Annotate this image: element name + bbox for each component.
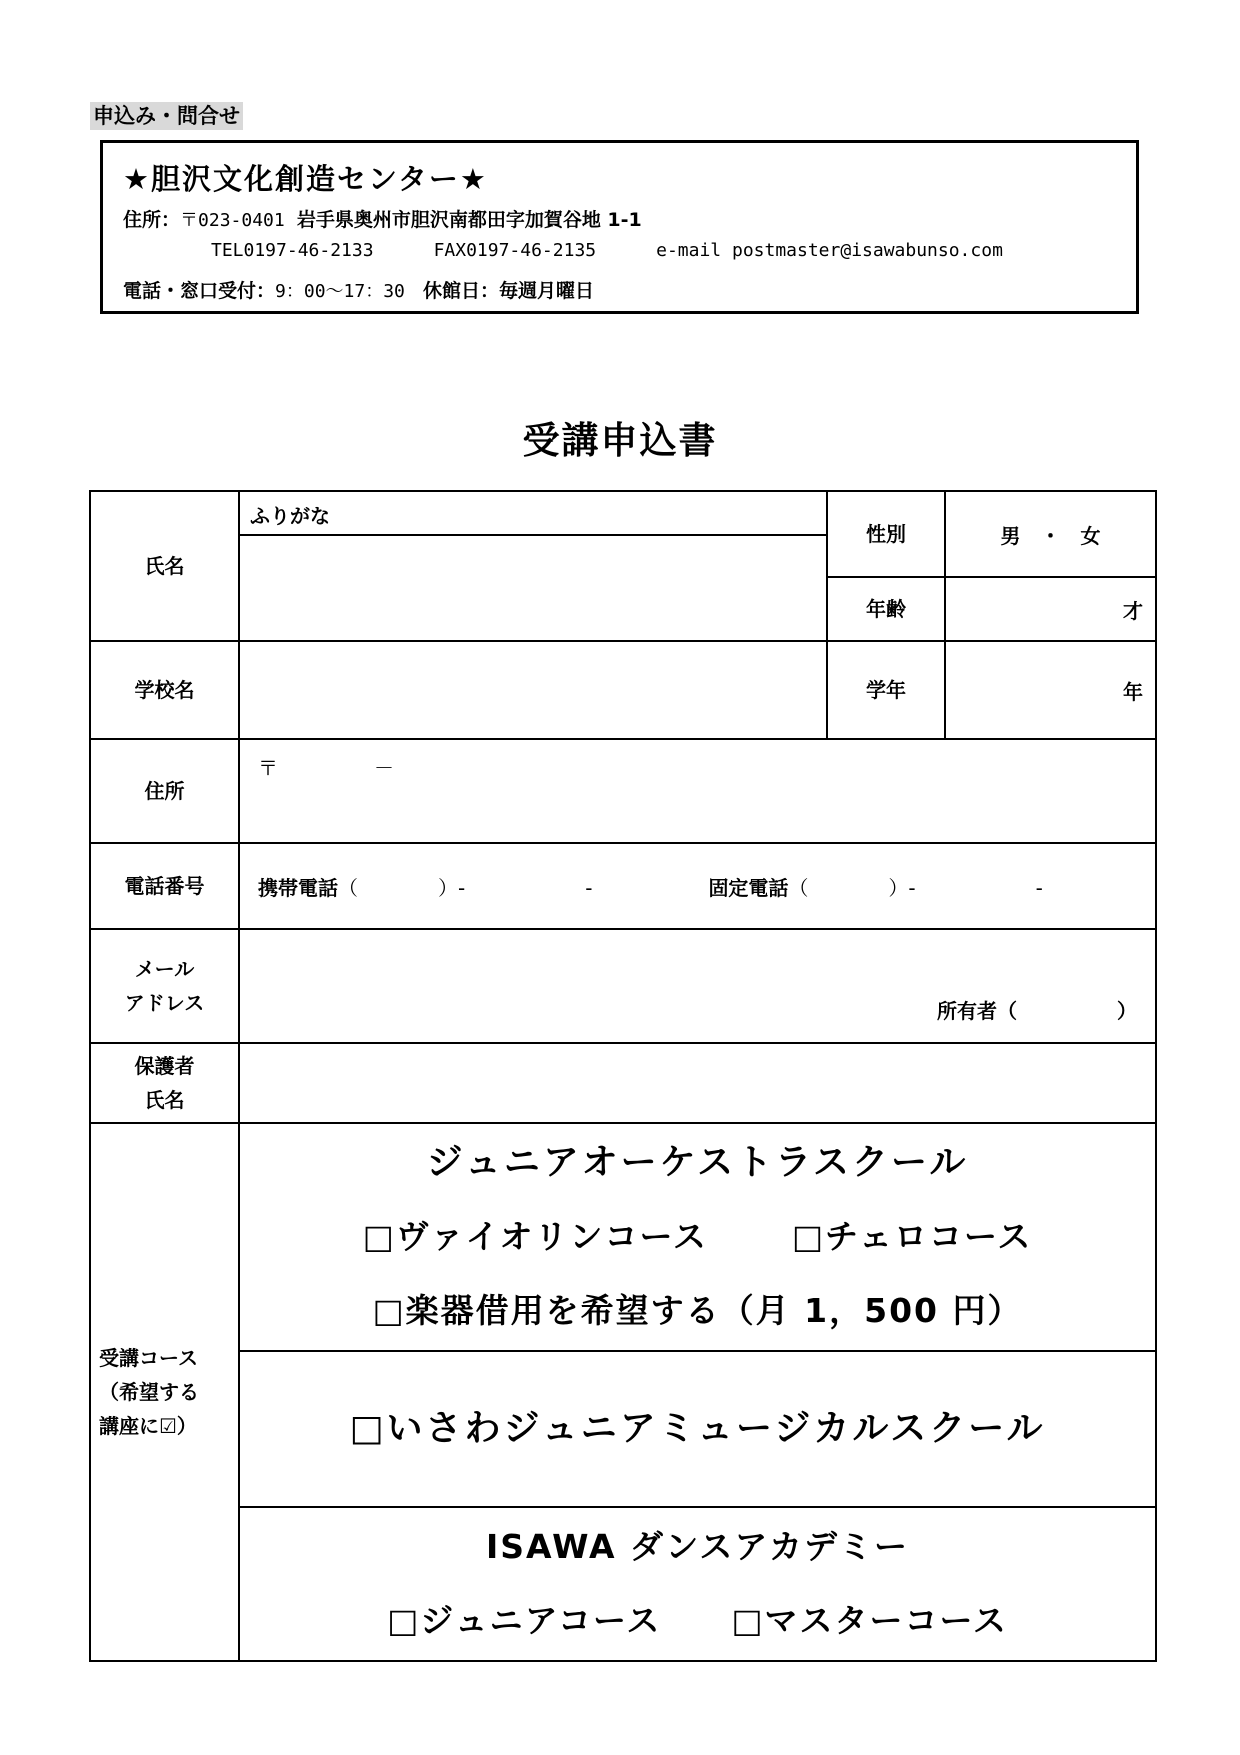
owner-label: 所有者（ ） — [937, 999, 1137, 1023]
grade-field[interactable] — [945, 641, 1156, 739]
gender-options: 男 ・ 女 — [1000, 523, 1101, 548]
dance-course-row — [240, 1584, 1155, 1658]
reception-hours: 9：00～17：30 — [275, 281, 405, 302]
email-label — [90, 929, 239, 1043]
grade-label: 学年 — [827, 641, 945, 739]
dance-course-cell — [239, 1507, 1156, 1661]
course-label — [90, 1123, 239, 1661]
furigana-field[interactable] — [239, 491, 827, 535]
age-label: 年齢 — [827, 577, 945, 641]
age-field[interactable] — [945, 577, 1156, 641]
mobile-label: 携帯電話 — [258, 875, 338, 900]
email-label-line1: メール — [134, 957, 195, 981]
postal-mark: 〒 — [258, 756, 278, 780]
contact-info-box — [100, 140, 1139, 314]
address-line — [123, 205, 642, 232]
orchestra-course-title: ジュニアオーケストラスクール — [426, 1142, 969, 1183]
guardian-field[interactable] — [239, 1043, 1156, 1123]
phone-field[interactable] — [239, 843, 1156, 929]
email-label-line2: アドレス — [124, 991, 205, 1015]
dance-course-title: ISAWA ダンスアカデミー — [485, 1527, 910, 1566]
landline-format: （ ）- - — [788, 875, 1043, 900]
landline-label: 固定電話 — [708, 875, 789, 900]
furigana-label: ふりがな — [250, 504, 330, 528]
instrument-rental-checkbox[interactable]: □楽器借用を希望する（月 1，500 円） — [372, 1291, 1023, 1330]
gender-label: 性別 — [827, 491, 945, 577]
musical-course-cell — [239, 1351, 1156, 1507]
orchestra-instrument-row — [240, 1200, 1155, 1274]
postal-code: 〒023-0401 — [180, 210, 285, 231]
guardian-label-line1: 保護者 — [134, 1054, 195, 1078]
contact-section-label: 申込み・問合せ — [90, 102, 243, 130]
course-label-line2: （希望する — [99, 1380, 199, 1404]
email-field[interactable] — [239, 929, 1156, 1043]
age-unit: 才 — [1123, 598, 1143, 623]
closed-days: 毎週月曜日 — [499, 280, 595, 302]
hours-label: 電話・窓口受付： — [123, 280, 276, 302]
course-label-line1: 受講コース — [99, 1346, 198, 1370]
orchestra-course-cell — [239, 1123, 1156, 1351]
tel-number: TEL0197-46-2133 — [211, 240, 374, 261]
email-address[interactable]: e-mail postmaster@isawabunso.com — [656, 240, 1003, 261]
guardian-label — [90, 1043, 239, 1123]
mobile-format: （ ）- - — [338, 875, 593, 900]
school-label: 学校名 — [90, 641, 239, 739]
cello-course-checkbox[interactable]: □チェロコース — [791, 1217, 1033, 1256]
grade-unit: 年 — [1123, 679, 1143, 704]
hours-line — [123, 276, 594, 303]
school-field[interactable] — [239, 641, 827, 739]
form-title: 受講申込書 — [522, 419, 718, 462]
name-label: 氏名 — [90, 491, 239, 641]
fax-number: FAX0197-46-2135 — [433, 240, 597, 261]
center-address: 岩手県奥州市胆沢南都田字加賀谷地 1-1 — [296, 209, 642, 231]
guardian-label-line2: 氏名 — [144, 1088, 185, 1112]
musical-course-checkbox[interactable]: □いさわジュニアミュージカルスクール — [349, 1408, 1046, 1449]
application-form-table — [89, 490, 1157, 1662]
junior-course-checkbox[interactable]: □ジュニアコース — [387, 1601, 662, 1640]
address-label: 住所： — [123, 209, 181, 231]
master-course-checkbox[interactable]: □マスターコース — [731, 1601, 1008, 1640]
closed-label: 休館日： — [423, 280, 500, 302]
center-name: ★胆沢文化創造センター★ — [123, 162, 488, 196]
phone-label: 電話番号 — [90, 843, 239, 929]
name-field[interactable] — [239, 535, 827, 641]
violin-course-checkbox[interactable]: □ヴァイオリンコース — [362, 1217, 708, 1256]
course-label-line3: 講座に☑） — [99, 1414, 197, 1438]
address-field[interactable] — [239, 739, 1156, 843]
address-label: 住所 — [90, 739, 239, 843]
contact-numbers-line — [211, 239, 1003, 261]
postal-dash: － — [374, 756, 394, 780]
gender-choice[interactable] — [945, 491, 1156, 577]
